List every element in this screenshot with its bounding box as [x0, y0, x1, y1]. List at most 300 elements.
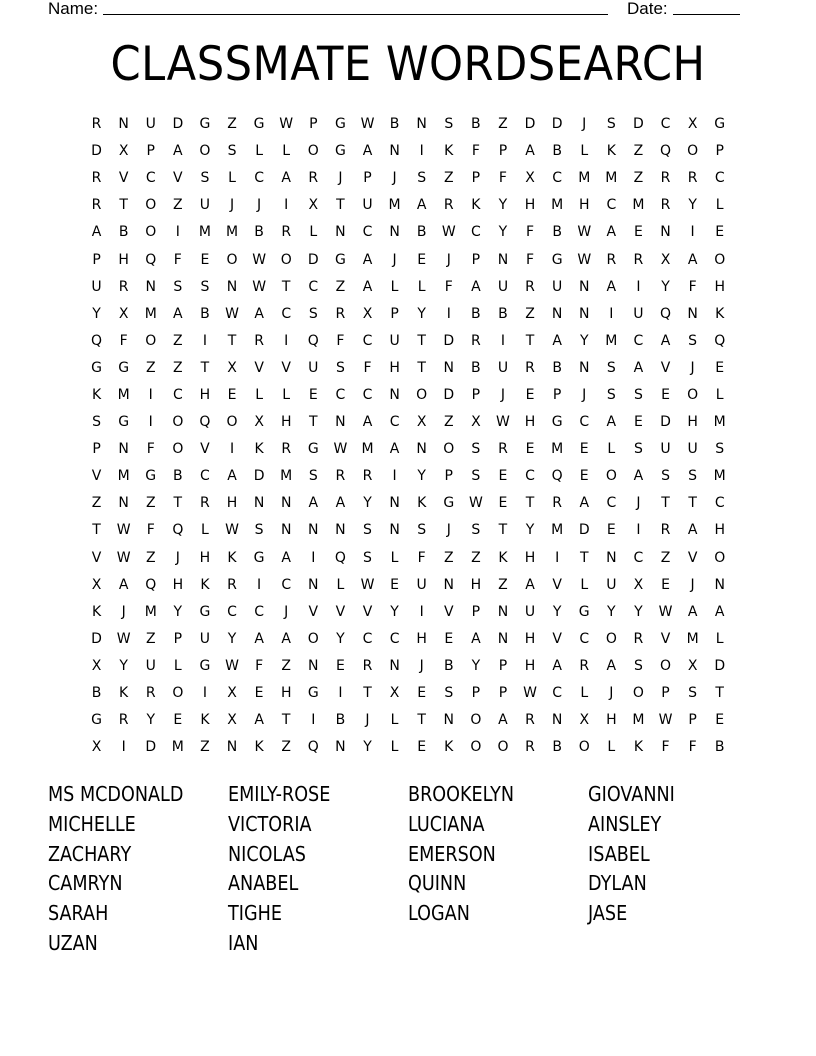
grid-letter: V	[118, 170, 129, 187]
grid-letter: X	[633, 576, 644, 593]
grid-letter: Y	[227, 630, 237, 647]
grid-letter: X	[227, 359, 237, 376]
grid-letter: P	[471, 251, 481, 268]
grid-letter: B	[416, 224, 427, 241]
grid-letter: M	[632, 197, 645, 214]
grid-letter: W	[658, 712, 673, 729]
grid-letter: I	[257, 576, 262, 593]
grid-letter: O	[199, 143, 211, 160]
grid-letter: M	[388, 197, 401, 214]
grid-letter: H	[687, 414, 698, 431]
grid-letter: T	[498, 522, 508, 539]
grid-letter: C	[389, 630, 400, 647]
grid-letter: R	[443, 197, 454, 214]
grid-letter: L	[580, 685, 589, 702]
page-title: CLASSMATE WORDSEARCH	[110, 37, 706, 92]
grid-letter: P	[471, 386, 481, 403]
grid-letter: O	[497, 739, 509, 756]
grid-letter: Z	[173, 359, 183, 376]
word-list-item: DYLAN	[588, 871, 647, 896]
grid-letter: O	[145, 197, 157, 214]
grid-letter: O	[307, 143, 319, 160]
grid-letter: F	[498, 170, 507, 187]
grid-letter: H	[714, 522, 725, 539]
grid-letter: S	[363, 522, 372, 539]
grid-row	[83, 138, 734, 165]
grid-letter: H	[524, 414, 536, 431]
grid-letter: Y	[119, 657, 128, 674]
grid-letter: N	[606, 549, 617, 566]
grid-letter: B	[552, 359, 562, 376]
grid-letter: M	[713, 468, 726, 485]
grid-letter: X	[687, 657, 698, 674]
word-list-item: GIOVANNI	[588, 782, 675, 806]
grid-letter: O	[145, 224, 157, 241]
grid-letter: A	[281, 630, 291, 647]
grid-letter: F	[146, 522, 155, 539]
grid-letter: N	[416, 116, 427, 133]
grid-letter: E	[525, 386, 535, 403]
grid-letter: F	[471, 143, 480, 160]
grid-letter: I	[311, 712, 316, 729]
grid-letter: L	[173, 657, 182, 674]
grid-letter: E	[417, 685, 427, 702]
grid-row	[83, 463, 734, 490]
grid-letter: X	[471, 414, 481, 431]
grid-letter: F	[688, 739, 697, 756]
grid-letter: B	[471, 305, 481, 322]
grid-letter: A	[362, 143, 373, 160]
word-list-item: CAMRYN	[48, 871, 123, 896]
grid-letter: X	[118, 143, 129, 160]
grid-letter: K	[254, 441, 264, 458]
grid-letter: I	[419, 603, 424, 620]
grid-letter: C	[281, 305, 292, 322]
grid-letter: V	[660, 359, 671, 376]
grid-letter: S	[633, 657, 643, 674]
grid-letter: H	[714, 278, 725, 295]
grid-letter: I	[392, 468, 397, 485]
grid-letter: J	[392, 170, 397, 187]
grid-letter: X	[91, 576, 102, 593]
grid-letter: N	[389, 522, 400, 539]
grid-row	[83, 274, 734, 301]
grid-letter: E	[579, 441, 589, 458]
word-list-item: AINSLEY	[588, 811, 662, 836]
grid-letter: A	[714, 603, 725, 620]
grid-letter: U	[145, 657, 156, 674]
grid-letter: N	[578, 278, 590, 295]
grid-letter: J	[500, 386, 506, 403]
grid-letter: B	[443, 657, 454, 674]
grid-letter: W	[496, 414, 510, 431]
grid-letter: N	[280, 522, 292, 539]
grid-letter: S	[606, 386, 616, 403]
grid-letter: X	[525, 170, 535, 187]
grid-letter: R	[660, 197, 671, 214]
grid-letter: V	[443, 603, 454, 620]
grid-letter: T	[363, 685, 372, 702]
word-list-item: NICOLAS	[228, 841, 306, 866]
grid-letter: L	[255, 143, 264, 160]
grid-letter: I	[121, 739, 126, 756]
grid-letter: C	[254, 603, 264, 620]
grid-letter: X	[254, 414, 264, 431]
grid-letter: R	[498, 441, 508, 458]
grid-letter: R	[200, 495, 210, 512]
grid-letter: I	[338, 685, 343, 702]
grid-letter: I	[148, 414, 153, 431]
grid-letter: G	[253, 549, 265, 566]
grid-letter: M	[144, 603, 157, 620]
grid-letter: N	[118, 116, 129, 133]
grid-letter: R	[335, 305, 346, 322]
grid-letter: I	[636, 522, 641, 539]
grid-letter: S	[471, 522, 481, 539]
grid-letter: H	[524, 197, 536, 214]
grid-letter: S	[200, 278, 210, 295]
grid-letter: D	[307, 251, 319, 268]
grid-letter: K	[91, 386, 102, 403]
grid-letter: U	[91, 278, 102, 295]
grid-letter: A	[687, 251, 698, 268]
grid-letter: N	[253, 495, 265, 512]
grid-letter: N	[578, 305, 590, 322]
grid-letter: E	[417, 251, 427, 268]
grid-letter: G	[443, 495, 455, 512]
grid-row	[83, 572, 734, 599]
grid-letter: L	[282, 143, 291, 160]
grid-letter: A	[281, 549, 291, 566]
grid-letter: P	[715, 143, 724, 160]
grid-letter: G	[91, 359, 102, 376]
grid-letter: N	[335, 224, 346, 241]
grid-letter: T	[525, 495, 535, 512]
grid-letter: W	[523, 685, 537, 702]
grid-letter: R	[525, 359, 535, 376]
grid-letter: D	[91, 143, 102, 160]
grid-letter: O	[605, 630, 617, 647]
grid-letter: D	[578, 522, 590, 539]
grid-row	[83, 626, 734, 653]
grid-letter: E	[227, 386, 237, 403]
word-list-item: MICHELLE	[48, 811, 136, 836]
grid-letter: Z	[173, 197, 183, 214]
grid-letter: S	[363, 549, 372, 566]
grid-letter: Q	[307, 739, 319, 756]
grid-letter: I	[609, 305, 614, 322]
grid-letter: Y	[417, 305, 426, 322]
grid-letter: E	[579, 468, 589, 485]
grid-letter: L	[715, 386, 724, 403]
grid-letter: E	[173, 712, 183, 729]
grid-letter: D	[443, 386, 455, 403]
grid-letter: K	[444, 739, 454, 756]
grid-letter: W	[116, 630, 131, 647]
grid-letter: R	[525, 712, 535, 729]
grid-letter: B	[200, 305, 210, 322]
grid-letter: K	[227, 549, 237, 566]
word-list-item: VICTORIA	[228, 811, 312, 836]
grid-letter: Q	[172, 522, 184, 539]
grid-letter: H	[172, 576, 184, 593]
grid-letter: W	[252, 278, 267, 295]
grid-letter: K	[417, 495, 427, 512]
grid-letter: U	[389, 332, 400, 349]
grid-letter: X	[227, 685, 237, 702]
grid-letter: O	[687, 143, 699, 160]
grid-letter: R	[633, 251, 644, 268]
grid-letter: D	[633, 116, 644, 133]
grid-letter: A	[173, 143, 183, 160]
grid-letter: N	[308, 657, 319, 674]
grid-letter: Z	[525, 305, 535, 322]
grid-letter: N	[226, 739, 238, 756]
grid-letter: M	[171, 739, 184, 756]
grid-letter: H	[389, 359, 400, 376]
word-list	[48, 780, 768, 959]
grid-letter: H	[470, 576, 482, 593]
grid-letter: R	[660, 522, 671, 539]
grid-letter: B	[91, 685, 102, 702]
grid-letter: F	[526, 224, 535, 241]
grid-letter: R	[118, 712, 129, 729]
grid-letter: N	[145, 278, 156, 295]
grid-letter: H	[280, 685, 292, 702]
grid-letter: C	[389, 414, 400, 431]
grid-letter: S	[308, 468, 318, 485]
grid-letter: Q	[145, 576, 157, 593]
grid-letter: M	[144, 305, 157, 322]
grid-row	[83, 328, 734, 355]
grid-letter: S	[471, 441, 481, 458]
grid-letter: X	[416, 414, 427, 431]
grid-letter: Z	[443, 549, 454, 566]
grid-letter: G	[334, 116, 346, 133]
grid-letter: U	[633, 305, 644, 322]
grid-row	[83, 653, 734, 680]
grid-letter: E	[308, 386, 318, 403]
grid-letter: E	[715, 224, 725, 241]
grid-letter: C	[200, 468, 210, 485]
grid-letter: Z	[633, 143, 644, 160]
grid-letter: L	[336, 576, 345, 593]
grid-letter: S	[688, 332, 698, 349]
grid-letter: N	[389, 143, 400, 160]
grid-letter: K	[200, 576, 210, 593]
grid-letter: U	[552, 278, 563, 295]
word-list-item: JASE	[588, 901, 628, 926]
grid-letter: N	[687, 305, 698, 322]
grid-letter: N	[389, 224, 400, 241]
grid-letter: O	[470, 712, 482, 729]
grid-letter: K	[200, 712, 210, 729]
grid-letter: R	[470, 332, 481, 349]
grid-letter: O	[280, 251, 292, 268]
letter-grid	[83, 111, 734, 761]
grid-letter: L	[390, 712, 399, 729]
grid-letter: R	[335, 468, 346, 485]
grid-letter: P	[390, 305, 399, 322]
grid-row	[83, 680, 734, 707]
grid-letter: S	[688, 685, 698, 702]
grid-letter: X	[660, 251, 671, 268]
grid-letter: P	[471, 603, 481, 620]
grid-letter: M	[578, 170, 591, 187]
grid-letter: C	[362, 332, 373, 349]
grid-letter: H	[280, 414, 292, 431]
grid-letter: B	[389, 116, 400, 133]
grid-letter: R	[579, 657, 590, 674]
grid-letter: J	[690, 359, 695, 376]
grid-letter: N	[308, 576, 319, 593]
grid-letter: Z	[281, 657, 291, 674]
grid-letter: C	[552, 685, 563, 702]
grid-letter: J	[419, 657, 424, 674]
grid-letter: R	[633, 630, 644, 647]
grid-letter: O	[443, 441, 455, 458]
grid-letter: W	[577, 224, 592, 241]
grid-letter: M	[117, 386, 130, 403]
grid-letter: E	[661, 576, 670, 593]
grid-letter: V	[552, 630, 562, 647]
grid-letter: S	[471, 468, 481, 485]
grid-letter: A	[633, 359, 644, 376]
grid-letter: M	[686, 630, 699, 647]
grid-letter: E	[633, 224, 643, 241]
grid-letter: P	[92, 251, 101, 268]
grid-letter: F	[173, 251, 182, 268]
grid-letter: X	[227, 712, 237, 729]
grid-letter: H	[199, 386, 211, 403]
grid-letter: B	[173, 468, 183, 485]
grid-letter: D	[172, 116, 184, 133]
grid-letter: O	[172, 441, 184, 458]
grid-letter: T	[417, 359, 426, 376]
grid-letter: V	[91, 468, 102, 485]
word-list-item	[588, 929, 746, 959]
grid-letter: N	[335, 522, 346, 539]
grid-letter: O	[172, 685, 184, 702]
grid-letter: O	[470, 739, 482, 756]
grid-letter: L	[390, 739, 399, 756]
grid-letter: A	[525, 143, 535, 160]
grid-letter: U	[606, 576, 617, 593]
grid-letter: Y	[579, 332, 589, 349]
grid-letter: T	[281, 712, 291, 729]
grid-letter: W	[116, 549, 131, 566]
grid-letter: H	[524, 549, 536, 566]
grid-letter: N	[118, 495, 129, 512]
grid-letter: R	[525, 278, 535, 295]
grid-letter: I	[636, 278, 641, 295]
grid-letter: D	[524, 116, 536, 133]
grid-letter: N	[416, 441, 427, 458]
grid-letter: N	[578, 359, 590, 376]
grid-letter: T	[417, 332, 426, 349]
grid-letter: S	[417, 170, 427, 187]
grid-letter: C	[335, 386, 346, 403]
grid-letter: A	[606, 278, 617, 295]
word-list-item: TIGHE	[228, 901, 282, 926]
grid-letter: L	[228, 170, 236, 187]
grid-letter: D	[91, 630, 102, 647]
grid-letter: J	[284, 603, 289, 620]
grid-letter: O	[172, 414, 184, 431]
grid-letter: C	[281, 576, 292, 593]
grid-letter: Y	[363, 739, 372, 756]
grid-letter: A	[606, 414, 617, 431]
grid-letter: S	[227, 143, 237, 160]
grid-letter: R	[145, 685, 156, 702]
grid-letter: A	[254, 630, 264, 647]
grid-letter: I	[175, 224, 180, 241]
grid-letter: Z	[660, 549, 671, 566]
grid-letter: U	[199, 197, 211, 214]
grid-letter: G	[199, 603, 211, 620]
grid-letter: P	[444, 468, 453, 485]
grid-letter: N	[443, 576, 454, 593]
grid-letter: M	[225, 224, 239, 241]
grid-letter: N	[551, 712, 563, 729]
grid-letter: O	[578, 739, 590, 756]
grid-letter: C	[227, 603, 237, 620]
grid-letter: V	[660, 630, 671, 647]
grid-letter: T	[92, 522, 101, 539]
grid-letter: L	[255, 386, 264, 403]
grid-letter: Y	[498, 197, 508, 214]
grid-letter: T	[661, 495, 670, 512]
grid-letter: Z	[227, 116, 237, 133]
grid-letter: R	[254, 332, 264, 349]
grid-letter: T	[119, 197, 128, 214]
grid-letter: U	[416, 576, 427, 593]
grid-letter: L	[607, 441, 616, 458]
grid-letter: Z	[633, 170, 644, 187]
grid-letter: B	[552, 143, 562, 160]
grid-letter: G	[551, 251, 563, 268]
grid-letter: F	[526, 251, 535, 268]
grid-letter: N	[389, 495, 400, 512]
grid-letter: E	[633, 414, 643, 431]
grid-letter: A	[525, 576, 535, 593]
grid-letter: N	[118, 441, 129, 458]
grid-letter: Q	[307, 332, 319, 349]
grid-row	[83, 301, 734, 328]
grid-letter: Z	[200, 739, 210, 756]
grid-letter: C	[362, 386, 373, 403]
grid-letter: V	[281, 359, 291, 376]
grid-row	[83, 707, 734, 734]
grid-letter: G	[334, 143, 346, 160]
grid-letter: G	[199, 116, 211, 133]
grid-letter: H	[199, 549, 211, 566]
grid-letter: Z	[145, 630, 156, 647]
grid-letter: Y	[471, 657, 481, 674]
grid-letter: G	[307, 685, 319, 702]
grid-letter: M	[605, 332, 618, 349]
grid-letter: A	[118, 576, 129, 593]
grid-letter: Y	[146, 712, 156, 729]
grid-letter: H	[416, 630, 427, 647]
grid-letter: G	[145, 468, 157, 485]
grid-letter: B	[552, 739, 562, 756]
grid-letter: O	[714, 549, 726, 566]
grid-letter: U	[199, 630, 211, 647]
grid-letter: R	[525, 739, 535, 756]
grid-letter: M	[361, 441, 374, 458]
grid-letter: A	[579, 495, 590, 512]
